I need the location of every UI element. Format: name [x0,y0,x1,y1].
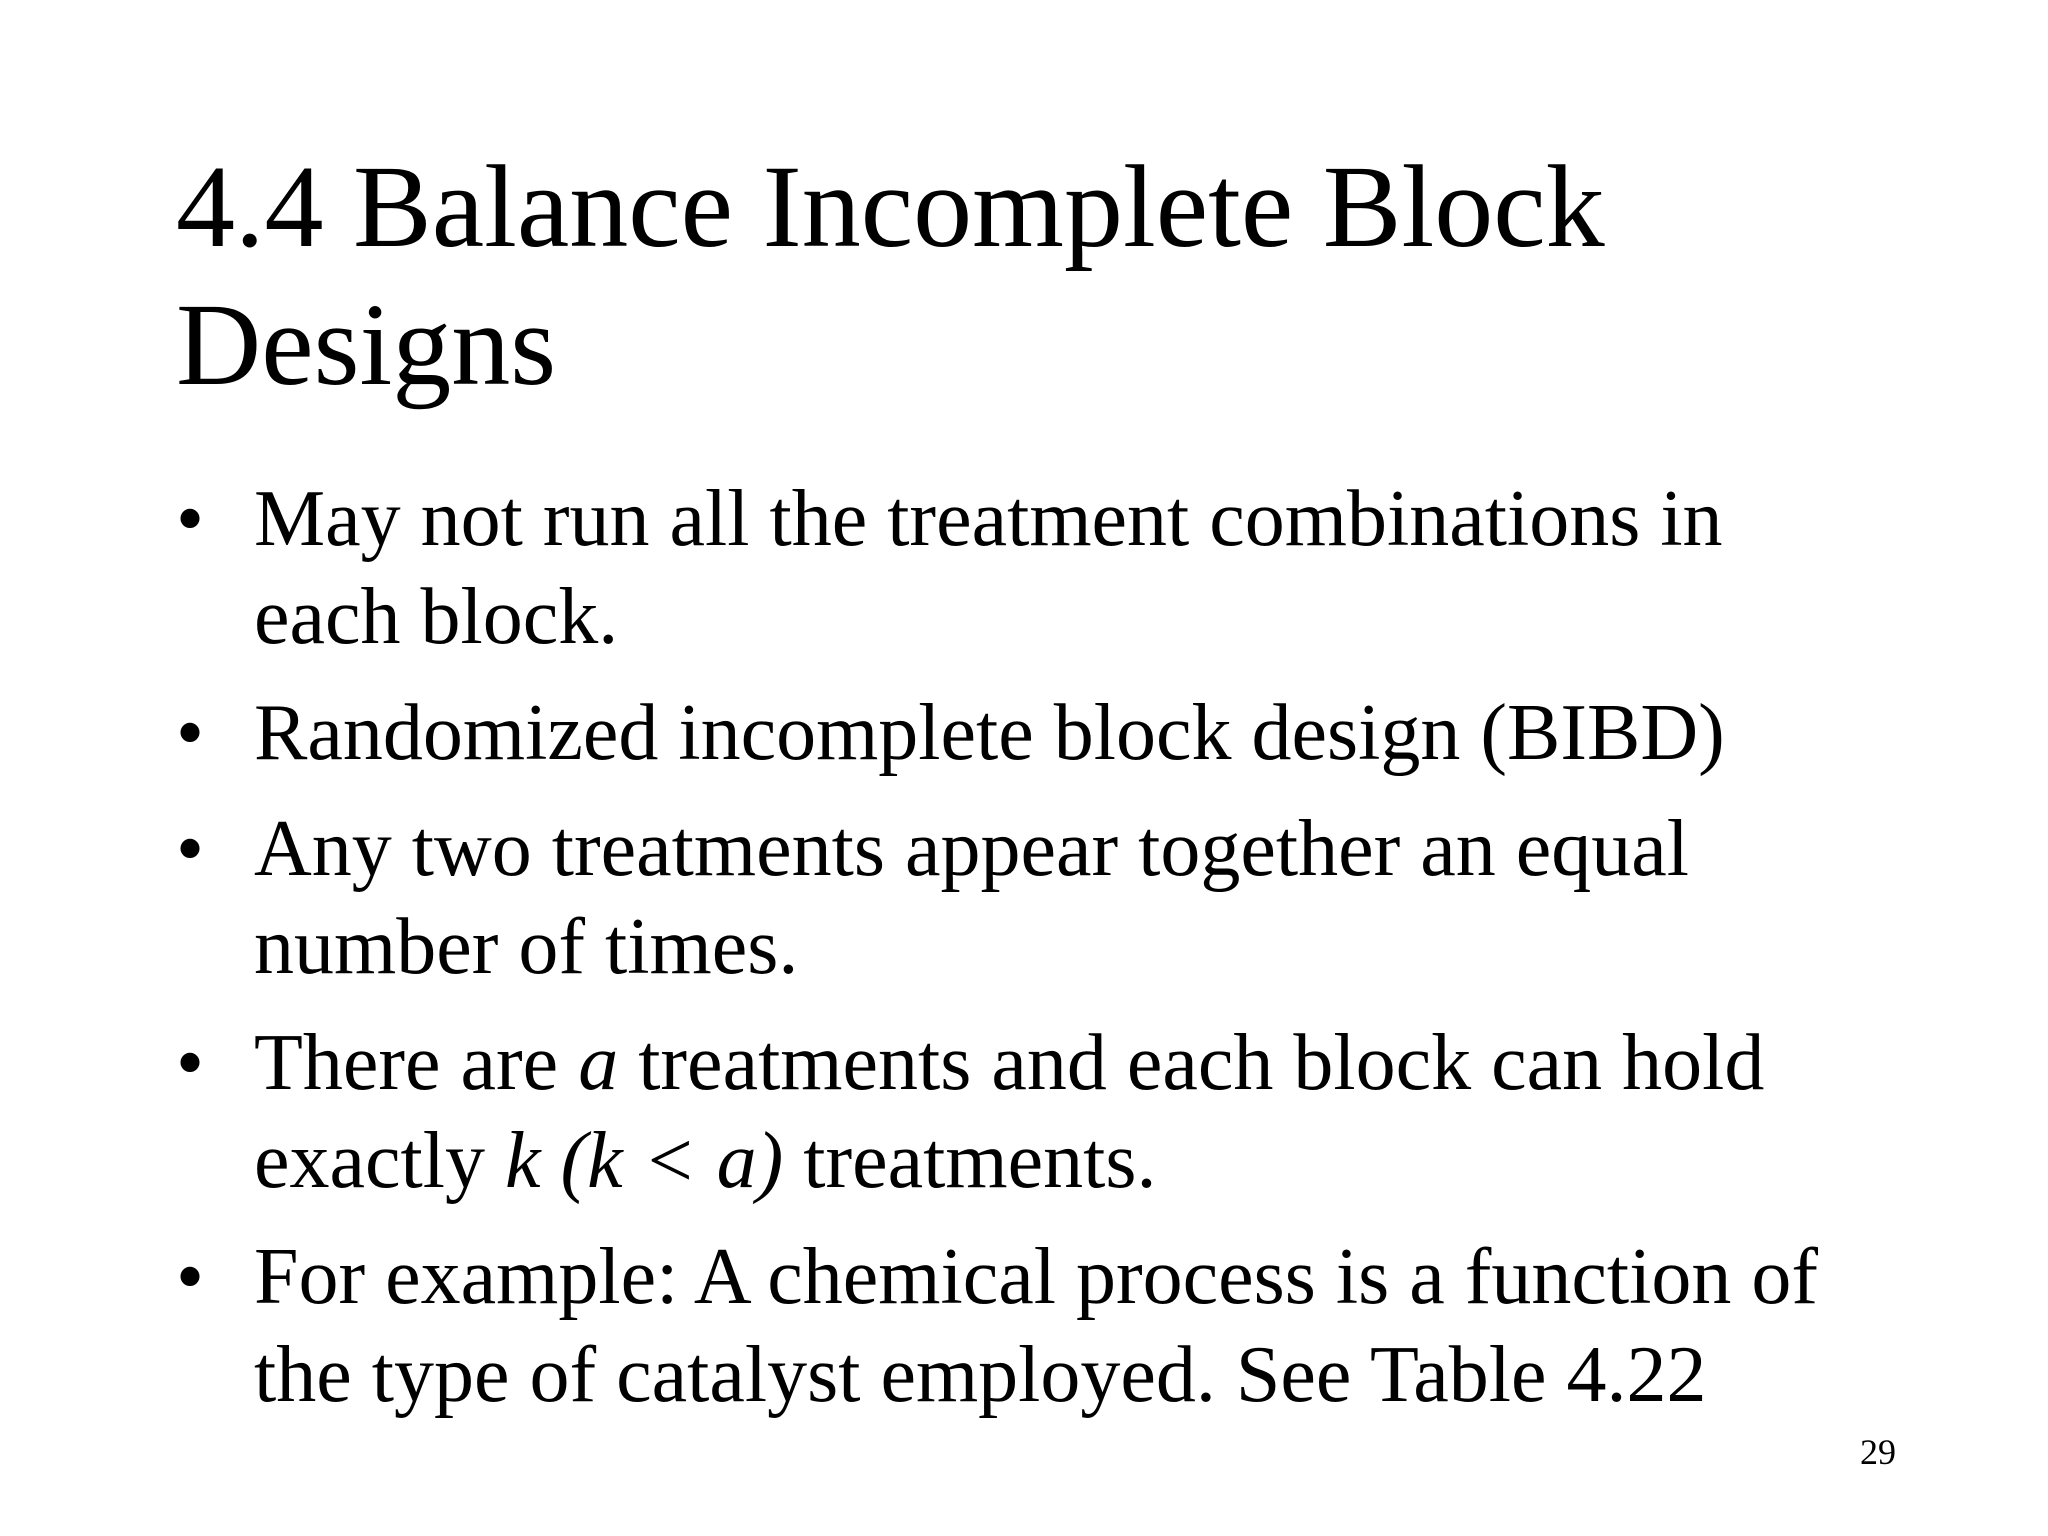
variable-a: a [578,1019,619,1107]
bullet-icon: • [176,475,205,563]
variable-k-expression: k (k < a) [504,1117,784,1205]
page-number: 29 [1860,1432,1896,1472]
bullet-text-part: treatments and each block can hold exactly [254,1019,1765,1205]
bullet-text: Randomized incomplete block design (BIBD) [254,689,1725,777]
bullet-icon: • [176,689,205,777]
bullet-item [176,1228,1876,1424]
bullet-text: Any two treatments appear together an equal number of times. [254,805,1689,991]
slide-title: 4.4 Balance Incomplete Block Designs [176,141,1605,410]
bullet-item [176,470,1876,666]
bullet-icon: • [176,1233,205,1321]
bullet-item [176,800,1876,996]
bullet-icon: • [176,1019,205,1107]
bullet-list [176,470,1876,1442]
bullet-text-part: There are [254,1019,579,1107]
bullet-text: For example: A chemical process is a function of the type of catalyst employed. See Table 4.22 [254,1233,1819,1419]
bullet-text [254,1019,1764,1205]
bullet-text: May not run all the treatment combinations in each block. [254,475,1723,661]
bullet-text-part: treatments. [783,1117,1157,1205]
bullet-item [176,1014,1876,1210]
bullet-icon: • [176,805,205,893]
bullet-item [176,684,1876,782]
